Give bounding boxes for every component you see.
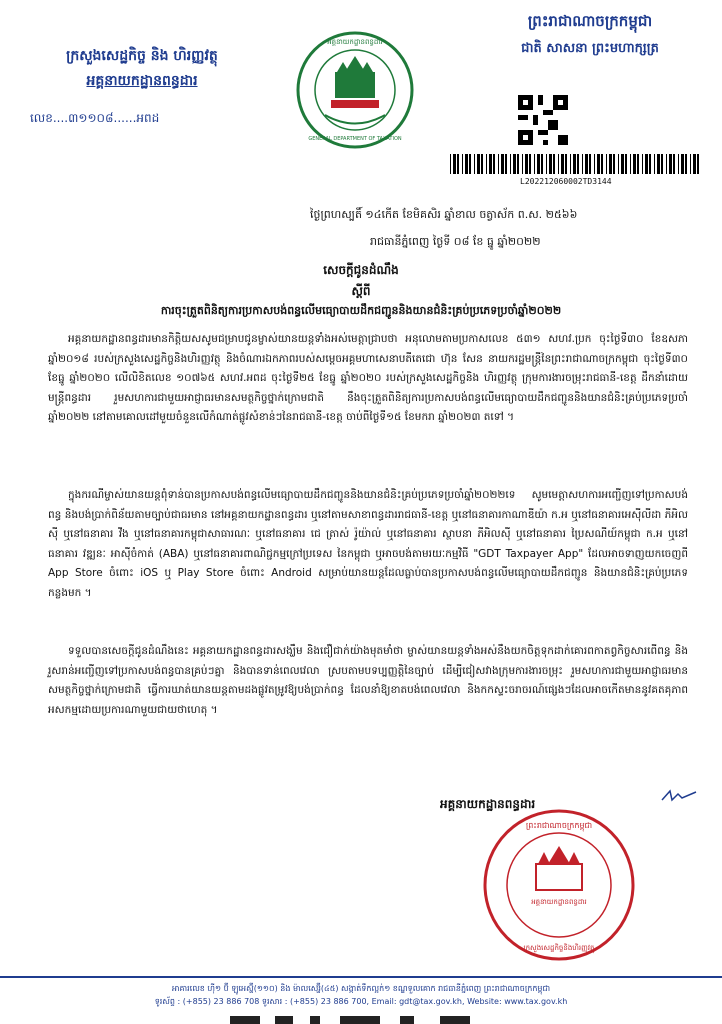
notice-subtitle: ស្តីពី <box>351 284 371 298</box>
solar-date: រាជធានីភ្នំពេញ ថ្ងៃទី ០៨ ខែ ធ្នូ ឆ្នាំ២០២២ <box>370 235 541 248</box>
footer-address: អាគារលេខ ហ៊ី១ ប៊ី ឡូអេស្ហ៊ី(១១០) និង ម៉ាលសេរ្ហ៊ី(៤៥) សង្កាត់ទឹកល្អក់១ ខណ្ឌទួលគោក រាជធានីភ្នំពេញ ព្រះរាជាណាចក្រកម្ពុជា <box>171 984 551 993</box>
official-red-stamp <box>482 808 636 962</box>
kingdom-header <box>470 12 710 59</box>
barcode-icon <box>450 154 700 174</box>
signature-initial-icon <box>660 788 700 804</box>
department-name: អគ្គនាយកដ្ឋានពន្ធដារ <box>86 73 198 89</box>
barcode-number: L202212060002TD3144 <box>520 177 612 186</box>
qr-code-icon <box>518 95 568 145</box>
bottom-bar-decoration <box>0 1012 722 1024</box>
paragraph-2: ក្នុងករណីម្ចាស់យានយន្តពុំទាន់បានប្រកាសបង់ពន្ធលើមធ្យោបាយដឹកជញ្ជូននិងយានជំនិះគ្រប់ប្រភេទប្រចាំឆ្នាំ២០២២ទេ សូមមេត្តាសហការអញ្ជើញទៅប្រកាសបង់ពន្ធ និងបង់ប្រាក់ពិន័យតាមច្បាប់ជាធរមាន នៅអគ្គនាយកដ្ឋានពន្ធដារ ឬនៅតាមសាខាពន្ធដាររាជធានី-ខេត្ត ឬនៅធនាគារកាណាឌីយ៉ា ក.អ ឬនៅធនាគារអេស៊ីលីដា ភីអិលស៊ី ឬនៅធនាគារ វីង ឬនៅធនាគារកម្ពុជាសាធារណៈ ឬនៅធនាគារ ជេ ត្រាស់ រ៉ូយ៉ាល់ ឬនៅធនាគារ ស្ថាបនា ភីអិលស៊ី ឬនៅធនាគារ ប្រៃសណីយ៍កម្ពុជា ក.អ ឬនៅធនាគារ វឌ្ឍនៈ អាស៊ីចំកាត់ (ABA) ឬនៅធនាគារពាណិជ្ជកម្មក្រៅប្រទេស នៃកម្ពុជា ឬអាចបង់តាមរយៈកម្មវិធី "GDT Taxpayer App" ដែលអាចទាញយកចេញពី App Store ចំពោះ iOS ឬ Play Store ចំពោះ Android សម្រាប់យានយន្តដែលធ្លាប់បានប្រកាសបង់ពន្ធលើមធ្យោបាយដឹកជញ្ជូន និងយានជំនិះគ្រប់ប្រភេទកន្លងមក ។ <box>48 489 688 599</box>
ministry-header <box>22 46 262 96</box>
stamp-middle-text: អគ្គនាយកដ្ឋានពន្ធដារ <box>531 898 587 906</box>
paragraph-3: ទទួលបានសេចក្តីជូនដំណឹងនេះ អគ្គនាយកដ្ឋានពន្ធដារសង្ឃឹម និងជឿជាក់យ៉ាងមុតមាំថា ម្ចាស់យានយន្តទាំងអស់នឹងយកចិត្តទុកដាក់គោរពកាតព្វកិច្ចសារពើពន្ធ និងរួសរាន់អញ្ជើញទៅប្រកាសបង់ពន្ធបានគ្រប់ៗគ្នា និងបានទាន់ពេលវេលា ស្របតាមបទប្បញ្ញត្តិនៃច្បាប់ ដើម្បីជៀសវាងក្រុមការងារចម្រុះ រួមសហការជាមួយអាជ្ញាធរមានសមត្ថកិច្ចថ្នាក់ក្រោមជាតិ ធ្វើការឃាត់យានយន្តតាមដងផ្លូវតម្រូវឱ្យបង់ប្រាក់ពន្ធ ដែលនាំឱ្យខាតបង់ពេលវេលា និងកកស្ទះចរាចរណ៍ផ្សេងៗដែលអាចកើតមាននូវគតគុភាពអសកម្មដោយប្រការណាមួយជាយថាហេតុ ។ <box>48 645 688 716</box>
paragraph-1: អគ្គនាយកដ្ឋានពន្ធដារមានកិត្តិយសសូមជម្រាបជូនម្ចាស់យានយន្តទាំងអស់មេត្តាជ្រាបថា អនុលោមតាមប្រកាសលេខ ៥៣១ សហវ.ប្រក ចុះថ្ងៃទី៣០ ខែឧសភា ឆ្នាំ២០១៨ របស់ក្រសួងសេដ្ឋកិច្ចនិងហិរញ្ញវត្ថុ និងចំណារឯកភាពរបស់សម្តេចអគ្គមហាសេនាបតីតេជោ ហ៊ុន សែន នាយករដ្ឋមន្ត្រីនៃព្រះរាជាណាចក្រកម្ពុជា ចុះថ្ងៃទី៣០ ខែធ្នូ ឆ្នាំ២០២០ លើលិខិតលេខ ១០៧៦៥ សហវ.អពដ ចុះថ្ងៃទី២៥ ខែធ្នូ ឆ្នាំ២០២០ របស់ក្រសួងសេដ្ឋកិច្ចនិង ហិរញ្ញវត្ថុ ក្រុមការងារចម្រុះរាជធានី-ខេត្ត ដឹកនាំដោយមន្ត្រីពន្ធដារ រួមសហការជាមួយអាជ្ញាធរមានសមត្ថកិច្ចថ្នាក់ក្រោមជាតិ នឹងចុះត្រួតពិនិត្យការប្រកាសបង់ពន្ធលើមធ្យោបាយដឹកជញ្ជូននិងយានជំនិះគ្រប់ប្រភេទប្រចាំឆ្នាំ២០២២ នៅតាមគោលដៅមួយចំនួនលើកំណាត់ផ្លូវសំខាន់ៗនៃរាជធានី-ខេត្ត ចាប់ពីថ្ងៃទី១៥ ខែមករា ឆ្នាំ២០២៣ តទៅ ។ <box>48 333 688 423</box>
kingdom-name: ព្រះរាជាណាចក្រកម្ពុជា <box>527 12 653 30</box>
footer-divider <box>0 976 722 978</box>
notice-title: សេចក្តីជូនដំណឹង <box>323 263 399 277</box>
stamp-bottom-text: ក្រសួងសេដ្ឋកិច្ចនិងហិរញ្ញវត្ថុ <box>523 944 595 952</box>
reference-number: លេខ....៣១១០៨......អពដ <box>30 111 160 125</box>
ministry-name: ក្រសួងសេដ្ឋកិច្ច និង ហិរញ្ញវត្ថុ <box>66 48 218 64</box>
footer-contact: ទូរស័ព្ទ : (+855) 23 886 708 ទូរសារ : (+855) 23 886 700, Email: gdt@tax.gov.kh, Website: www.tax.gov.kh <box>154 997 568 1006</box>
seal-english-text: GENERAL DEPARTMENT OF TAXATION <box>308 136 402 142</box>
gdt-seal-logo <box>295 30 415 150</box>
notice-subject: ការចុះត្រួតពិនិត្យការប្រកាសបង់ពន្ធលើមធ្យោបាយដឹកជញ្ជូននិងយានជំនិះគ្រប់ប្រភេទប្រចាំឆ្នាំ២០២២ <box>160 304 562 317</box>
kingdom-motto: ជាតិ សាសនា ព្រះមហាក្សត្រ <box>521 41 659 56</box>
seal-khmer-text: អគ្គនាយកដ្ឋានពន្ធដារ <box>327 38 383 46</box>
lunar-date: ថ្ងៃព្រហស្បតិ៍ ១៤កើត ខែមិគសិរ ឆ្នាំខាល ចត្វាស័ក ព.ស. ២៥៦៦ <box>310 208 578 221</box>
stamp-top-text: ព្រះរាជាណាចក្រកម្ពុជា <box>525 821 593 830</box>
signer-name: អគ្គនាយកដ្ឋានពន្ធដារ <box>440 797 536 811</box>
